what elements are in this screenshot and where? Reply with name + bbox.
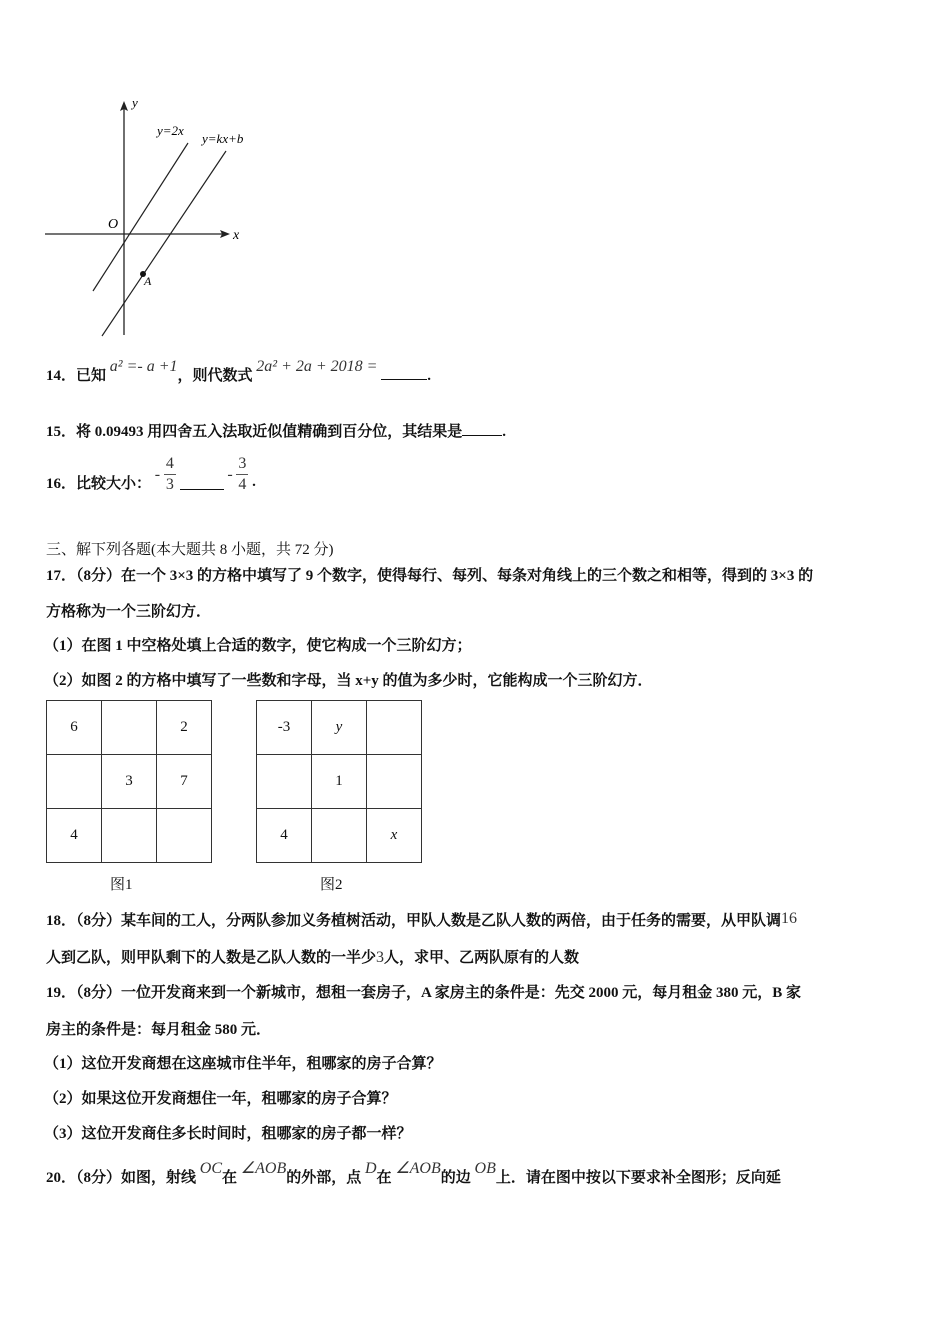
cell: x — [367, 809, 422, 863]
period: . — [252, 473, 256, 490]
section-heading: 三、解下列各题(本大题共 8 小题，共 72 分) — [46, 542, 334, 558]
fraction-2-body: $\frac{3}{4}$ — [238, 455, 247, 493]
x-axis-label: x — [233, 228, 240, 243]
period: . — [502, 424, 507, 440]
q18-number: 3 — [376, 949, 385, 966]
q19-line1: 19．（8分）一位开发商来到一个新城市，想租一套房子，A 家房主的条件是：先交 2000 元，每月租金 380 元，B 家 — [46, 985, 802, 1001]
q18-text: 人，求甲、乙两队原有的人数 — [384, 950, 580, 966]
point-d: D — [364, 1160, 377, 1177]
q20-text: 在 — [222, 1170, 238, 1186]
q17-part2: （2）如图 2 的方格中填写了一些数和字母，当 x+y 的值为多少时，它能构成一个三阶幻方． — [44, 673, 653, 689]
q20-text: 的外部，点 — [286, 1170, 362, 1186]
magic-square-figure-2 — [256, 700, 422, 863]
fraction-1: - — [154, 465, 161, 483]
cell[interactable]: 3 — [102, 755, 157, 809]
q17-line2: 方格称为一个三阶幻方． — [46, 604, 212, 620]
angle-aob: ∠AOB — [240, 1160, 287, 1177]
cell[interactable] — [102, 809, 157, 863]
question-16 — [46, 454, 256, 495]
q17-part1: （1）在图 1 中空格处填上合适的数字，使它构成一个三阶幻方； — [44, 638, 472, 654]
period: . — [427, 368, 431, 384]
cell: -3 — [257, 701, 312, 755]
q18-number: 16 — [781, 910, 798, 927]
q18-line2 — [46, 946, 579, 967]
q18-text: 18．（8分）某车间的工人，分两队参加义务植树活动，甲队人数是乙队人数的两倍，由于任务的需要，从甲队调 — [46, 913, 782, 929]
cell — [257, 755, 312, 809]
fraction-1-body: $\frac{4}{3}$ — [165, 455, 174, 493]
cell[interactable]: 7 — [157, 755, 212, 809]
angle-aob: ∠AOB — [395, 1160, 441, 1177]
cell — [312, 809, 367, 863]
figure-2-caption: 图2 — [320, 877, 343, 893]
q17-line1: 17．（8分）在一个 3×3 的方格中填写了 9 个数字，使得每行、每列、每条对角线上的三个数之和相等，得到的 3×3 的 — [46, 568, 814, 584]
q14-number: 14． — [46, 368, 77, 384]
answer-blank[interactable] — [462, 435, 502, 436]
q16-text: 16．比较大小： — [46, 476, 152, 492]
line1-label: y=2x — [157, 123, 184, 138]
cell: 4 — [257, 809, 312, 863]
q14-equation: a² =- a +1 — [109, 358, 178, 375]
side-ob: OB — [474, 1160, 496, 1177]
origin-label: O — [108, 217, 119, 232]
q20-text: 的边 — [440, 1170, 471, 1186]
linear-function-graph — [40, 95, 260, 340]
q19-line2: 房主的条件是：每月租金 580 元． — [46, 1022, 272, 1038]
cell[interactable]: 6 — [47, 701, 102, 755]
q20-text: 上．请在图中按以下要求补全图形；反向延 — [495, 1170, 781, 1186]
cell[interactable] — [157, 809, 212, 863]
cell — [367, 755, 422, 809]
answer-blank[interactable] — [381, 379, 427, 380]
ray-oc: OC — [199, 1160, 222, 1177]
cell — [367, 701, 422, 755]
q19-part1: （1）这位开发商想在这座城市住半年，租哪家的房子合算？ — [44, 1056, 442, 1072]
q14-expression: 2a² + 2a + 2018 = — [256, 358, 378, 375]
question-15 — [46, 420, 506, 441]
fraction-2-sign: - — [227, 465, 233, 483]
q20-text: 在 — [376, 1170, 392, 1186]
cell: 1 — [312, 755, 367, 809]
answer-blank[interactable] — [180, 489, 224, 490]
q15-text: 15．将 0.09493 用四舍五入法取近似值精确到百分位，其结果是 — [46, 424, 463, 440]
question-14 — [46, 358, 431, 385]
q18-line1 — [46, 909, 797, 930]
q19-part3: （3）这位开发商住多长时间时，租哪家的房子都一样？ — [44, 1126, 412, 1142]
question-20 — [46, 1160, 781, 1187]
y-axis-label: y — [132, 95, 138, 110]
cell[interactable] — [102, 701, 157, 755]
point-a-label: A — [144, 274, 152, 288]
line2-label: y=kx+b — [202, 131, 244, 146]
q19-part2: （2）如果这位开发商想住一年，租哪家的房子合算？ — [44, 1091, 397, 1107]
cell[interactable] — [47, 755, 102, 809]
q20-text: 20．（8分）如图，射线 — [46, 1170, 197, 1186]
q14-text: 已知 — [76, 368, 107, 384]
cell[interactable]: 2 — [157, 701, 212, 755]
cell: y — [312, 701, 367, 755]
cell[interactable]: 4 — [47, 809, 102, 863]
q18-text: 人到乙队，则甲队剩下的人数是乙队人数的一半少 — [46, 950, 377, 966]
figure-1-caption: 图1 — [110, 877, 133, 893]
magic-square-figure-1 — [46, 700, 212, 863]
q14-text2: ，则代数式 — [177, 368, 253, 384]
